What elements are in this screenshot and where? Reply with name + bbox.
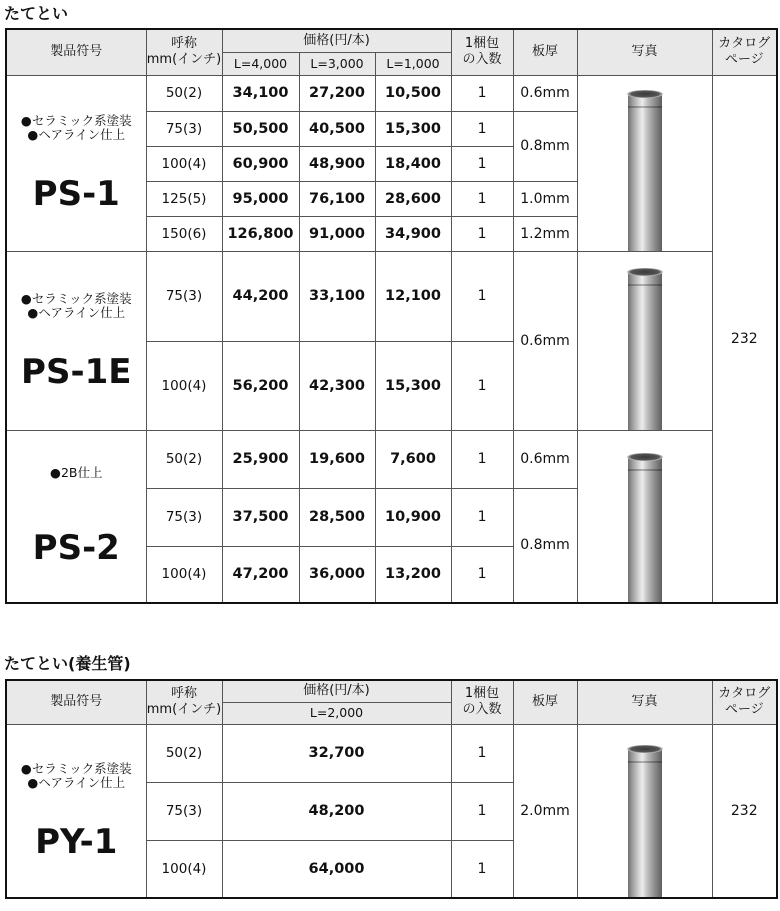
- price-cell: 76,100: [299, 181, 375, 216]
- pipe-image: [628, 749, 662, 898]
- table-row: [6, 251, 777, 341]
- photo-cell-py1: [577, 724, 712, 898]
- header-size: [146, 29, 222, 75]
- price-cell: 12,100: [375, 251, 451, 341]
- thickness-cell: 0.6mm: [513, 251, 577, 430]
- header-pack-line2: の入数: [462, 702, 502, 718]
- header-catalog-line1: カタログ: [718, 36, 771, 52]
- feature-text: ●ヘアライン仕上: [27, 774, 126, 790]
- price-cell: 37,500: [222, 488, 299, 546]
- thickness-cell: 0.6mm: [513, 75, 577, 111]
- price-cell: 10,500: [375, 75, 451, 111]
- price-cell: 15,300: [375, 341, 451, 430]
- price-cell: 47,200: [222, 546, 299, 603]
- size-cell: 150(6): [146, 216, 222, 251]
- pack-cell: 1: [451, 111, 513, 146]
- table-row: [6, 75, 777, 111]
- header-size-line2: mm(インチ): [146, 52, 222, 68]
- header-catalog: [712, 680, 777, 724]
- header-catalog-line2: ページ: [724, 52, 764, 68]
- header-size-line1: 呼称: [170, 686, 197, 702]
- section-title-protective-pipe: たてとい(養生管): [4, 654, 131, 673]
- price-cell: 34,900: [375, 216, 451, 251]
- thickness-cell: 2.0mm: [513, 724, 577, 898]
- price-cell: 64,000: [222, 840, 451, 898]
- protective-pipe-price-table: [5, 679, 778, 899]
- price-cell: 19,600: [299, 430, 375, 488]
- size-cell: 75(3): [146, 111, 222, 146]
- size-cell: 100(4): [146, 840, 222, 898]
- header-pack: [451, 29, 513, 75]
- price-cell: 10,900: [375, 488, 451, 546]
- size-cell: 100(4): [146, 146, 222, 181]
- header-length-4000: L=4,000: [222, 52, 299, 75]
- price-cell: 34,100: [222, 75, 299, 111]
- header-model: 製品符号: [6, 680, 146, 724]
- price-cell: 15,300: [375, 111, 451, 146]
- photo-cell-ps2: [577, 430, 712, 603]
- photo-cell-ps1e: [577, 251, 712, 430]
- size-cell: 50(2): [146, 724, 222, 782]
- price-cell: 7,600: [375, 430, 451, 488]
- price-cell: 36,000: [299, 546, 375, 603]
- feature-text: ●ヘアライン仕上: [27, 304, 126, 320]
- feature-text: ●セラミック系塗装: [20, 113, 132, 128]
- size-cell: 75(3): [146, 782, 222, 840]
- header-size: [146, 680, 222, 724]
- price-cell: 95,000: [222, 181, 299, 216]
- size-cell: 75(3): [146, 488, 222, 546]
- header-length-3000: L=3,000: [299, 52, 375, 75]
- size-cell: 125(5): [146, 181, 222, 216]
- photo-cell-ps1: [577, 75, 712, 251]
- section-title-downpipe: たてとい: [4, 4, 69, 23]
- header-length-2000: L=2,000: [222, 702, 451, 724]
- model-cell-py1: [6, 724, 146, 898]
- header-model: 製品符号: [6, 29, 146, 75]
- header-price: 価格(円/本): [222, 680, 451, 702]
- pack-cell: 1: [451, 782, 513, 840]
- price-cell: 42,300: [299, 341, 375, 430]
- catalog-page-cell: 232: [712, 75, 777, 603]
- header-length-1000: L=1,000: [375, 52, 451, 75]
- price-cell: 13,200: [375, 546, 451, 603]
- product-code: PS-1E: [21, 351, 132, 392]
- size-cell: 75(3): [146, 251, 222, 341]
- product-code: PS-2: [32, 528, 120, 569]
- feature-text: ●セラミック系塗装: [20, 760, 132, 776]
- price-cell: 40,500: [299, 111, 375, 146]
- header-photo: 写真: [577, 29, 712, 75]
- feature-text: ●セラミック系塗装: [20, 290, 132, 306]
- price-cell: 91,000: [299, 216, 375, 251]
- size-cell: 50(2): [146, 430, 222, 488]
- pipe-image: [628, 94, 662, 251]
- pack-cell: 1: [451, 724, 513, 782]
- price-cell: 50,500: [222, 111, 299, 146]
- size-cell: 100(4): [146, 546, 222, 603]
- price-cell: 48,200: [222, 782, 451, 840]
- header-size-line2: mm(インチ): [146, 702, 222, 718]
- thickness-cell: 0.8mm: [513, 488, 577, 603]
- model-cell-ps1: [6, 75, 146, 251]
- header-pack-line1: 1梱包: [464, 686, 500, 702]
- pack-cell: 1: [451, 146, 513, 181]
- header-catalog: [712, 29, 777, 75]
- model-cell-ps1e: [6, 251, 146, 430]
- table-row: [6, 724, 777, 782]
- pack-cell: 1: [451, 840, 513, 898]
- model-cell-ps2: [6, 430, 146, 603]
- pack-cell: 1: [451, 546, 513, 603]
- price-cell: 25,900: [222, 430, 299, 488]
- thickness-cell: 1.2mm: [513, 216, 577, 251]
- pack-cell: 1: [451, 488, 513, 546]
- price-cell: 28,600: [375, 181, 451, 216]
- thickness-cell: 1.0mm: [513, 181, 577, 216]
- product-code: PS-1: [32, 174, 120, 214]
- price-cell: 126,800: [222, 216, 299, 251]
- size-cell: 50(2): [146, 75, 222, 111]
- price-cell: 18,400: [375, 146, 451, 181]
- catalog-page-cell: 232: [712, 724, 777, 898]
- header-catalog-line2: ページ: [724, 702, 764, 718]
- header-catalog-line1: カタログ: [718, 686, 771, 702]
- price-cell: 32,700: [222, 724, 451, 782]
- price-cell: 56,200: [222, 341, 299, 430]
- header-pack-line2: の入数: [462, 52, 502, 68]
- downpipe-price-table: [5, 28, 778, 604]
- pipe-image: [628, 272, 662, 430]
- pack-cell: 1: [451, 251, 513, 341]
- pack-cell: 1: [451, 181, 513, 216]
- product-code: PY-1: [35, 821, 118, 862]
- size-cell: 100(4): [146, 341, 222, 430]
- pack-cell: 1: [451, 75, 513, 111]
- feature-text: ●2B仕上: [50, 465, 103, 481]
- header-price: 価格(円/本): [222, 29, 451, 52]
- price-cell: 33,100: [299, 251, 375, 341]
- feature-text: ●ヘアライン仕上: [27, 127, 126, 142]
- header-photo: 写真: [577, 680, 712, 724]
- header-pack: [451, 680, 513, 724]
- price-cell: 28,500: [299, 488, 375, 546]
- thickness-cell: 0.8mm: [513, 111, 577, 181]
- price-cell: 48,900: [299, 146, 375, 181]
- price-cell: 27,200: [299, 75, 375, 111]
- header-pack-line1: 1梱包: [464, 36, 500, 52]
- thickness-cell: 0.6mm: [513, 430, 577, 488]
- price-cell: 60,900: [222, 146, 299, 181]
- pipe-image: [628, 457, 662, 603]
- header-size-line1: 呼称: [170, 36, 197, 52]
- pack-cell: 1: [451, 216, 513, 251]
- header-thickness: 板厚: [513, 680, 577, 724]
- header-thickness: 板厚: [513, 29, 577, 75]
- pack-cell: 1: [451, 341, 513, 430]
- table-row: [6, 430, 777, 488]
- price-cell: 44,200: [222, 251, 299, 341]
- pack-cell: 1: [451, 430, 513, 488]
